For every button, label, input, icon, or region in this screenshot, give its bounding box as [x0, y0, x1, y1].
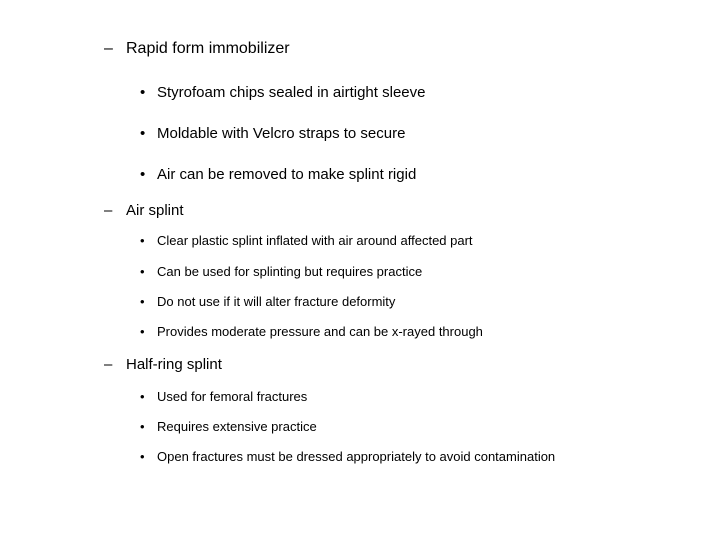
bullet-marker: • [140, 264, 145, 279]
bullet-marker: • [140, 166, 146, 183]
list-item [140, 419, 317, 434]
list-item-text: Styrofoam chips sealed in airtight sleeve [157, 84, 426, 101]
list-item [140, 294, 395, 309]
section-title: Rapid form immobilizer [126, 40, 290, 57]
section-heading-rapid-form-immobilizer [104, 40, 290, 58]
list-item [140, 324, 483, 339]
bullet-marker: • [140, 294, 145, 309]
section-title: Half-ring splint [126, 356, 222, 373]
list-item [140, 166, 416, 183]
list-item-text: Open fractures must be dressed appropriately to avoid contamination [157, 449, 556, 464]
list-item-text: Moldable with Velcro straps to secure [157, 125, 406, 142]
list-item [140, 449, 555, 464]
list-item [140, 233, 473, 248]
section-title: Air splint [126, 202, 184, 219]
bullet-marker: • [140, 449, 145, 464]
bullet-marker: • [140, 84, 146, 101]
dash-marker: – [104, 40, 113, 57]
bullet-marker: • [140, 233, 145, 248]
list-item [140, 84, 425, 101]
bullet-marker: • [140, 419, 145, 434]
bullet-marker: • [140, 389, 145, 404]
bullet-marker: • [140, 125, 146, 142]
bullet-marker: • [140, 324, 145, 339]
list-item-text: Used for femoral fractures [157, 389, 308, 404]
list-item-text: Do not use if it will alter fracture deformity [157, 294, 396, 309]
dash-marker: – [104, 356, 113, 373]
list-item [140, 125, 405, 142]
list-item-text: Air can be removed to make splint rigid [157, 166, 417, 183]
list-item-text: Requires extensive practice [157, 419, 317, 434]
list-item-text: Clear plastic splint inflated with air around affected part [157, 233, 473, 248]
list-item [140, 264, 422, 279]
section-heading-air-splint [104, 202, 184, 219]
list-item-text: Can be used for splinting but requires practice [157, 264, 423, 279]
list-item [140, 389, 307, 404]
dash-marker: – [104, 202, 113, 219]
list-item-text: Provides moderate pressure and can be x-rayed through [157, 324, 483, 339]
section-heading-half-ring-splint [104, 356, 222, 373]
